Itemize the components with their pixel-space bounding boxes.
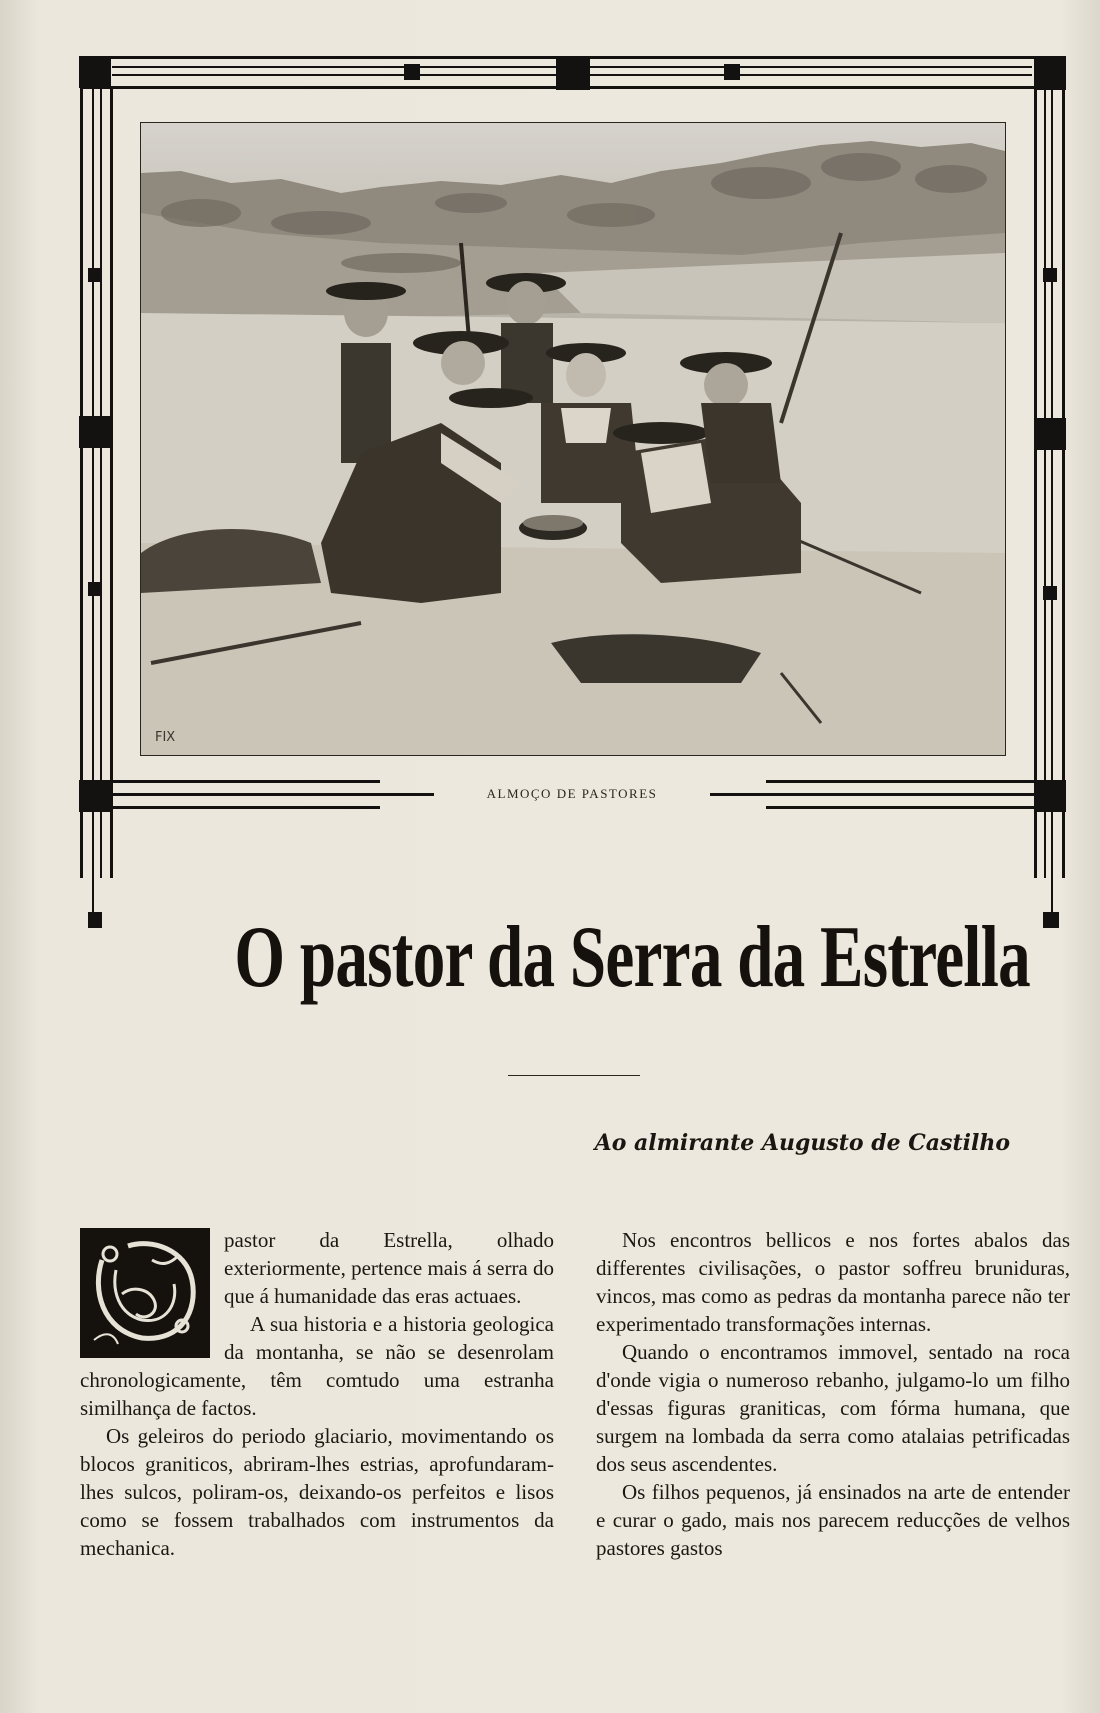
paragraph: Os geleiros do periodo glaciario, movimentando os blocos graniticos, abriram-lhes estrias, aprofundaram-lhes sulcos, poliram-os, deixando-os perfeitos e lisos como se fossem trabalhados com instrumentos da mechanica. <box>80 1424 554 1560</box>
paragraph: A sua historia e a historia geologica da montanha, se não se desenrolam chronologicamente, têm comtudo uma estranha similhança de factos. <box>80 1312 554 1420</box>
article-title: O pastor da Serra da Estrella <box>234 909 1030 1006</box>
paragraph: pastor da Estrella, olhado exteriormente, pertence mais á serra do que á humanidade das eras actuaes. <box>224 1228 555 1308</box>
text-column-right <box>596 1226 1070 1562</box>
text-column-left <box>80 1226 554 1562</box>
decorated-initial <box>80 1228 210 1358</box>
paragraph: Os filhos pequenos, já ensinados na arte de entender e curar o gado, mais nos parecem reducções de velhos pastores gastos <box>596 1480 1070 1560</box>
photo-caption: ALMOÇO DE PASTORES <box>486 786 658 801</box>
photographer-mark: FIX <box>155 730 176 745</box>
title-divider <box>508 1075 640 1076</box>
article-dedication: Ao almirante Augusto de Castilho <box>594 1130 1010 1156</box>
paragraph: Nos encontros bellicos e nos fortes abalos das differentes civilisações, o pastor soffreu bruniduras, vincos, mas como as pedras da montanha parece não ter experimentado transformações internas. <box>596 1228 1070 1336</box>
paragraph: Quando o encontramos immovel, sentado na roca d'onde vigia o numeroso rebanho, julgamo-lo um filho d'essas figuras graniticas, com fórma humana, que surgem na lombada da serra como atalaias petrificadas dos seus ascendentes. <box>596 1340 1070 1476</box>
photograph-shepherds-lunch <box>140 122 1006 756</box>
